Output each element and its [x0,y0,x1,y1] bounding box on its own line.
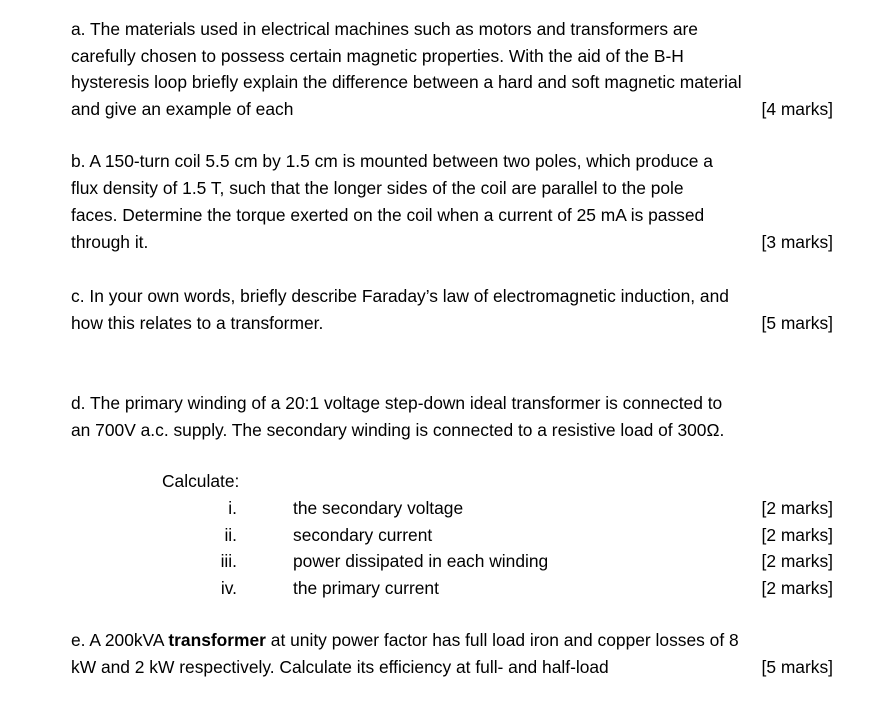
sub-question-marks: [2 marks] [761,577,833,598]
question-c-line-1: c. In your own words, briefly describe Faraday’s law of electromagnetic induction, and [71,286,729,306]
question-a-line-2: carefully chosen to possess certain magnetic properties. With the aid of the B-H [71,45,684,66]
question-b-line-3: faces. Determine the torque exerted on the coil when a current of 25 mA is passed [71,205,705,225]
question-b-marks: [3 marks] [761,232,833,252]
sub-question-marks: [2 marks] [761,551,833,571]
question-a-line-4-row [71,96,833,123]
question-e-line-1-prefix: e. A 200kVA [71,630,169,650]
question-d-line-1: d. The primary winding of a 20:1 voltage step-down ideal transformer is connected to [71,393,723,413]
sub-question-text: the primary current [293,577,439,598]
question-a-line-3: hysteresis loop briefly explain the difference between a hard and soft magnetic material [71,72,742,92]
sub-question-marks: [2 marks] [761,498,833,518]
sub-question-marks: [2 marks] [761,524,833,545]
sub-question-number: ii. [224,524,237,545]
question-c-line-2-row [71,310,833,337]
question-a-marks: [4 marks] [761,98,833,119]
question-e-line-2: kW and 2 kW respectively. Calculate its efficiency at full- and half-load [71,656,609,677]
question-b-line-2: flux density of 1.5 T, such that the longer sides of the coil are parallel to the pole [71,178,684,198]
question-e-line-1-suffix: at unity power factor has full load iron and copper losses of 8 [265,630,739,650]
sub-question-text: power dissipated in each winding [293,551,549,571]
question-e-line-1 [71,627,833,654]
sub-question-number: iii. [220,551,237,571]
calculate-label: Calculate: [162,471,240,491]
question-c-marks: [5 marks] [761,313,833,333]
question-c-line-2: how this relates to a transformer. [71,313,324,333]
sub-question-text: the secondary voltage [293,498,464,518]
question-b-line-4: through it. [71,232,149,252]
question-b-line-1: b. A 150-turn coil 5.5 cm by 1.5 cm is mounted between two poles, which produce a [71,151,713,171]
question-d-line-2: an 700V a.c. supply. The secondary winding is connected to a resistive load of 300Ω. [71,420,725,440]
question-a-line-4: and give an example of each [71,98,294,119]
question-b-line-4-row [71,229,833,256]
question-e-bold-term: transformer [168,630,266,650]
sub-question-text: secondary current [293,524,433,545]
question-e-line-2-row [71,654,833,681]
sub-question-number: iv. [220,577,237,598]
question-a-line-1: a. The materials used in electrical machines such as motors and transformers are [71,19,698,39]
question-e-marks: [5 marks] [761,656,833,677]
sub-question-number: i. [228,498,237,518]
